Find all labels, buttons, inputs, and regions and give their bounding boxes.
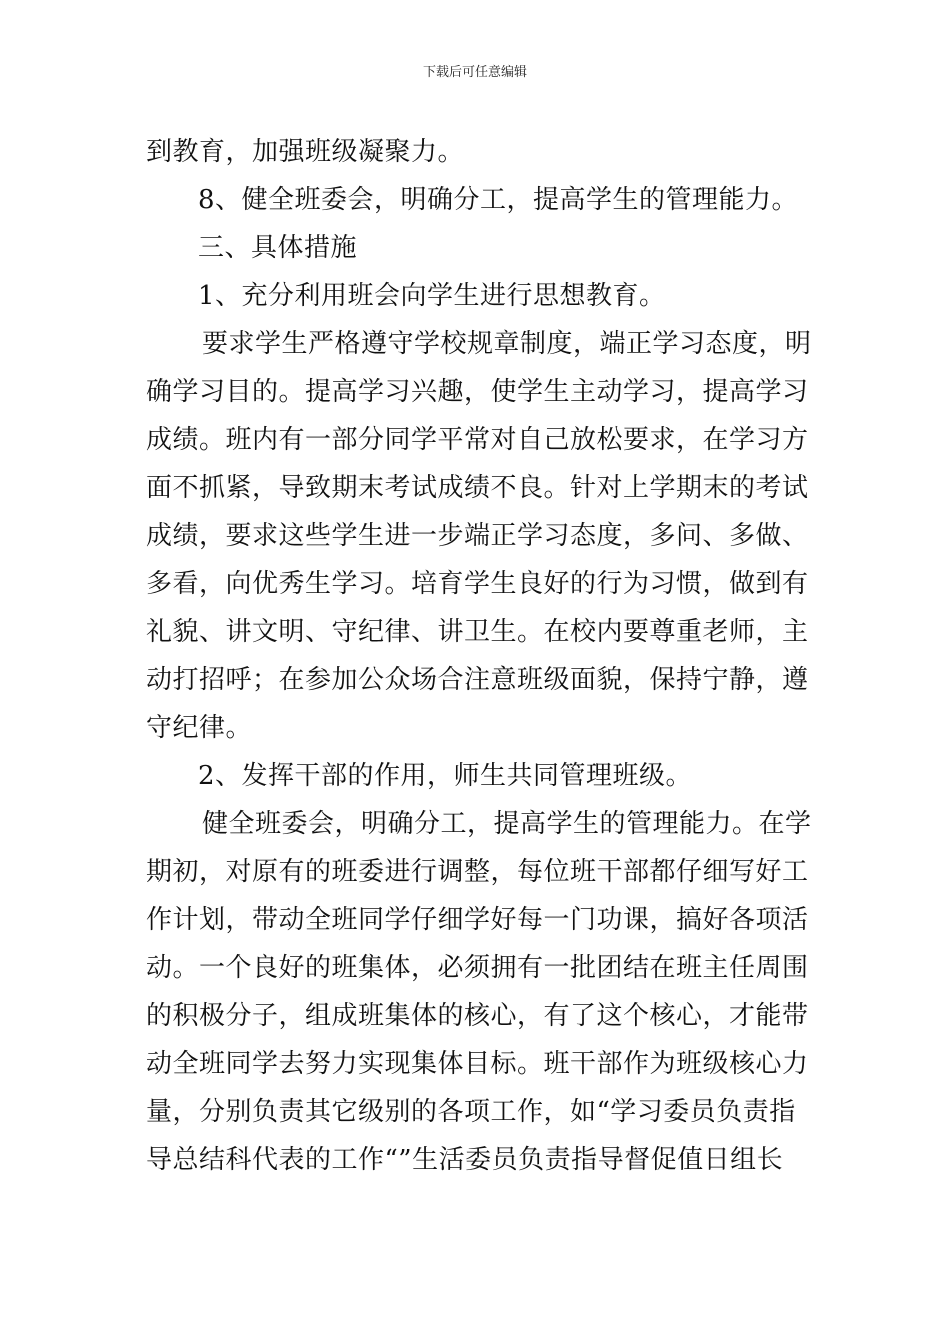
- text-line: 礼貌、讲文明、守纪律、讲卫生。在校内要尊重老师，主: [146, 617, 809, 647]
- text-line: 多看，向优秀生学习。培育学生良好的行为习惯，做到有: [146, 569, 809, 599]
- text-line: 三、具体措施: [198, 233, 358, 263]
- text-line: 成绩，要求这些学生进一步端正学习态度，多问、多做、: [146, 521, 809, 551]
- text-line: 到教育，加强班级凝聚力。: [146, 137, 465, 167]
- text-line: 成绩。班内有一部分同学平常对自己放松要求，在学习方: [146, 425, 809, 455]
- text-line: 健全班委会，明确分工，提高学生的管理能力。在学: [202, 809, 812, 839]
- text-line: 2、发挥干部的作用，师生共同管理班级。: [198, 761, 693, 791]
- document-body: [146, 128, 812, 1184]
- page-header: 下载后可任意编辑: [422, 65, 527, 80]
- text-line: 确学习目的。提高学习兴趣，使学生主动学习，提高学习: [146, 377, 809, 407]
- text-line: 量，分别负责其它级别的各项工作，如“学习委员负责指: [146, 1097, 796, 1127]
- text-line: 动。一个良好的班集体，必须拥有一批团结在班主任周围: [146, 953, 809, 983]
- text-line: 动全班同学去努力实现集体目标。班干部作为班级核心力: [146, 1049, 809, 1079]
- text-line: 动打招呼；在参加公众场合注意班级面貌，保持宁静，遵: [146, 665, 809, 695]
- text-line: 要求学生严格遵守学校规章制度，端正学习态度，明: [202, 329, 812, 359]
- text-line: 期初，对原有的班委进行调整，每位班干部都仔细写好工: [146, 857, 809, 887]
- text-line: 1、充分利用班会向学生进行思想教育。: [198, 281, 666, 311]
- text-line: 守纪律。: [146, 713, 253, 743]
- text-line: 的积极分子，组成班集体的核心，有了这个核心，才能带: [146, 1001, 809, 1031]
- text-line: 导总结科代表的工作“”生活委员负责指导督促值日组长: [146, 1145, 784, 1175]
- text-line: 面不抓紧，导致期末考试成绩不良。针对上学期末的考试: [146, 473, 809, 503]
- text-line: 作计划，带动全班同学仔细学好每一门功课，搞好各项活: [146, 905, 809, 935]
- text-line: 8、健全班委会，明确分工，提高学生的管理能力。: [198, 185, 799, 215]
